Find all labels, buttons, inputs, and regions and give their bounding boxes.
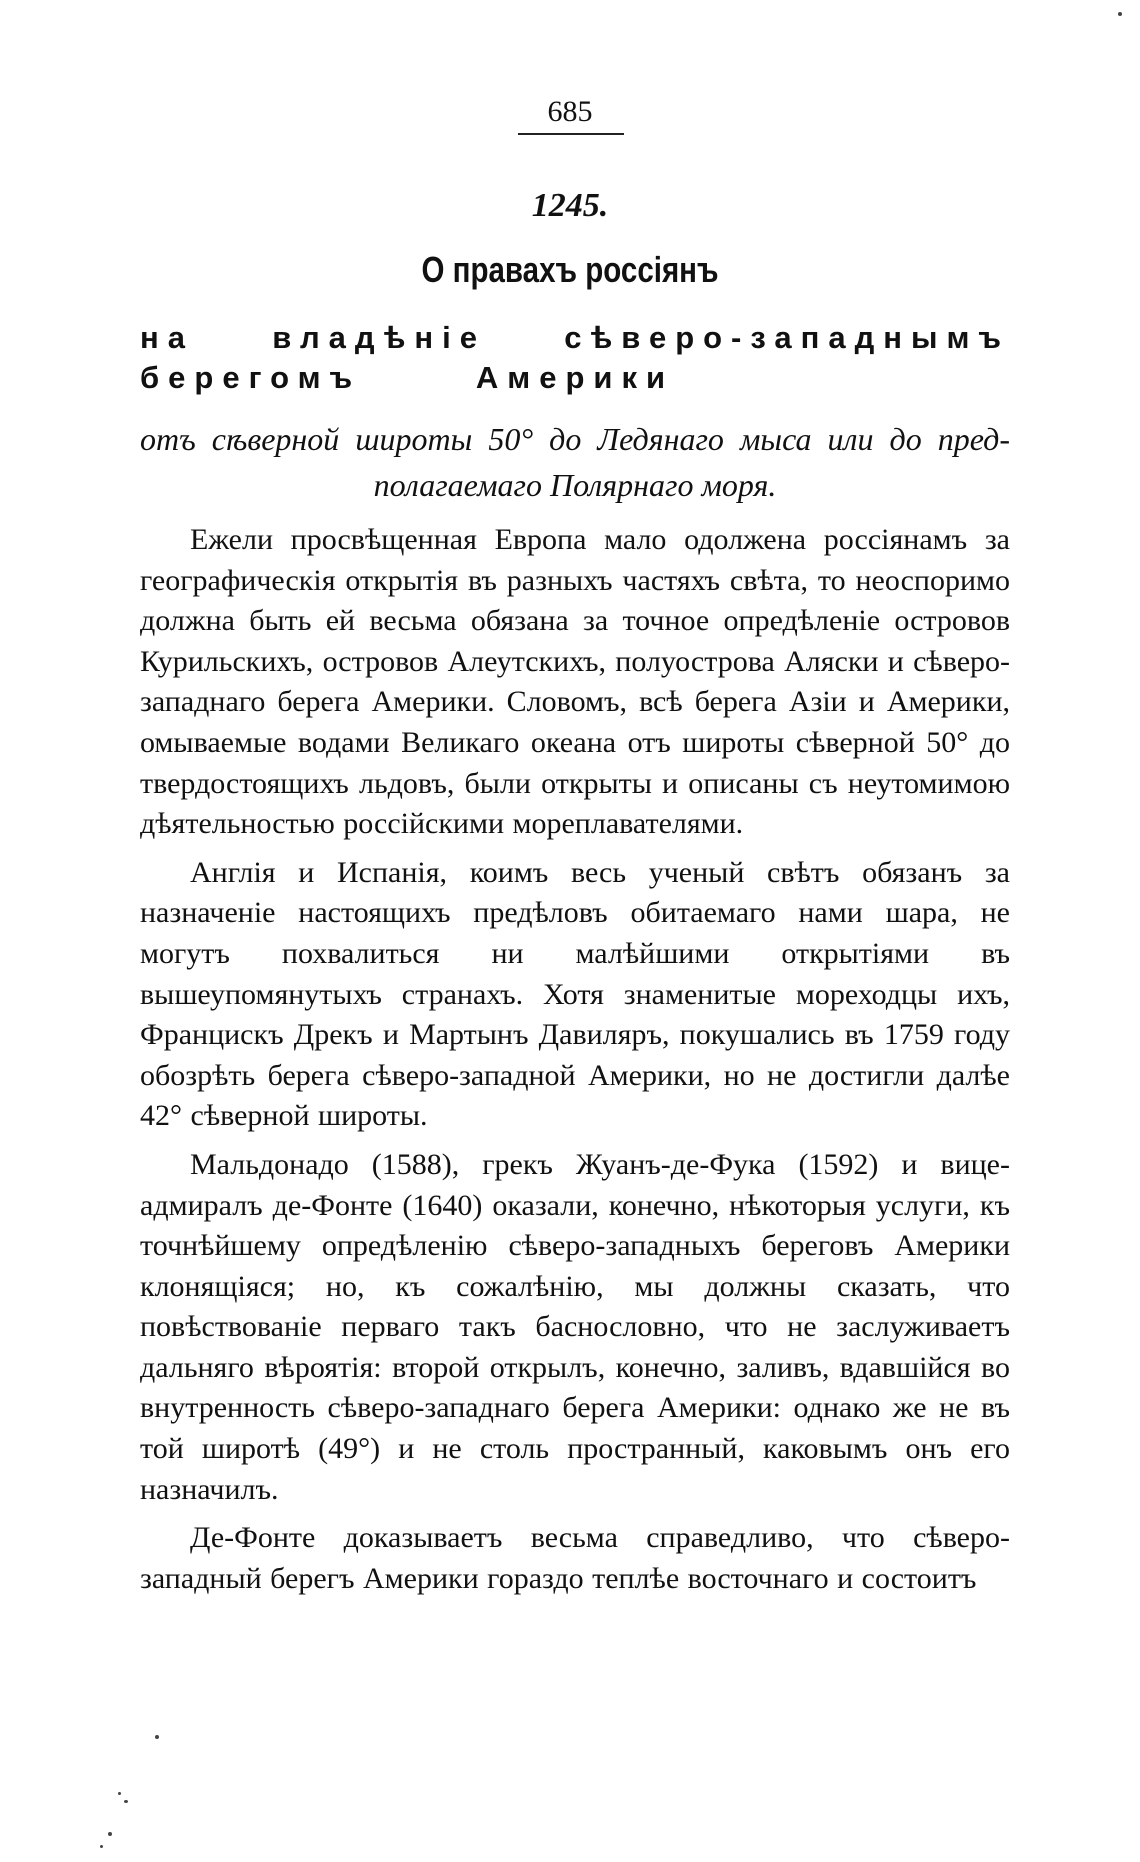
italic-heading-line-1: отъ сѣверной широты 50° до Ледянаго мыса или до пред- — [140, 421, 1010, 457]
document-number: 1245. — [531, 187, 609, 224]
page-number-underline — [518, 133, 624, 135]
paragraph-3: Мальдонадо (1588), грекъ Жуанъ-де-Фука (1592) и вице-адмиралъ де-Фонте (1640) оказали, конечно, нѣкоторыя услуги, къ точнѣйшему опредѣленію сѣверо-западныхъ береговъ Америки клонящіяся; но, къ сожалѣнію, мы должны сказать, что повѣствованіе перваго такъ баснословно, что не заслуживаетъ дальняго вѣроятія: второй открылъ, конечно, заливъ, вдавшійся во внутренность сѣверо-западнаго берега Америки: однако же не въ той широтѣ (49°) и не столь пространный, каковымъ онъ его назначилъ. — [140, 1147, 1010, 1506]
paragraph-4: Де-Фонте доказываетъ весьма справедливо, что сѣверо-западный берегъ Америки гораздо теплѣе восточнаго и состоитъ — [140, 1521, 1010, 1595]
paragraph-1: Ежели просвѣщенная Европа мало одолжена россіянамъ за географическія открытія въ разныхъ частяхъ свѣта, то неоспоримо должна быть ей весьма обязана за точное опредѣленіе островов Курильскихъ, островов Алеутскихъ, полуострова Аляски и сѣверо-западнаго берега Америки. Словомъ, всѣ берега Азіи и Америки, омываемые водами Великаго океана отъ широты сѣверной 50° до твердостоящихъ льдовъ, были открыты и описаны съ неутомимою дѣятельностью россійскими мореплавателями. — [140, 523, 1010, 841]
scan-speck — [124, 1800, 128, 1803]
scan-speck — [108, 1832, 112, 1836]
subtitle-line-2: Америки — [475, 360, 675, 395]
document-title: О правахъ россіянъ — [421, 249, 719, 290]
scan-speck — [155, 1735, 159, 1739]
scan-speck — [1118, 12, 1122, 16]
paragraph-2: Англія и Испанія, коимъ весь ученый свѣтъ обязанъ за назначеніе настоящихъ предѣловъ обитаемаго нами шара, не могутъ похвалиться ни малѣйшими открытіями въ вышеупомянутыхъ странахъ. Хотя знаменитые мореходцы ихъ, Францискъ Дрекъ и Мартынъ Давиляръ, покушались въ 1759 году обозрѣть берега сѣверо-западной Америки, но не достигли далѣе 42° сѣверной широты. — [140, 855, 1010, 1133]
scan-speck — [100, 1845, 103, 1848]
subtitle-line-1: на владѣніе сѣверо-западнымъ берегомъ — [140, 320, 1010, 395]
italic-heading-line-2: полагаемаго Полярнаго моря. — [373, 467, 777, 503]
page-number: 685 — [547, 95, 593, 128]
scan-speck — [118, 1792, 121, 1795]
body-text — [140, 520, 1010, 1599]
